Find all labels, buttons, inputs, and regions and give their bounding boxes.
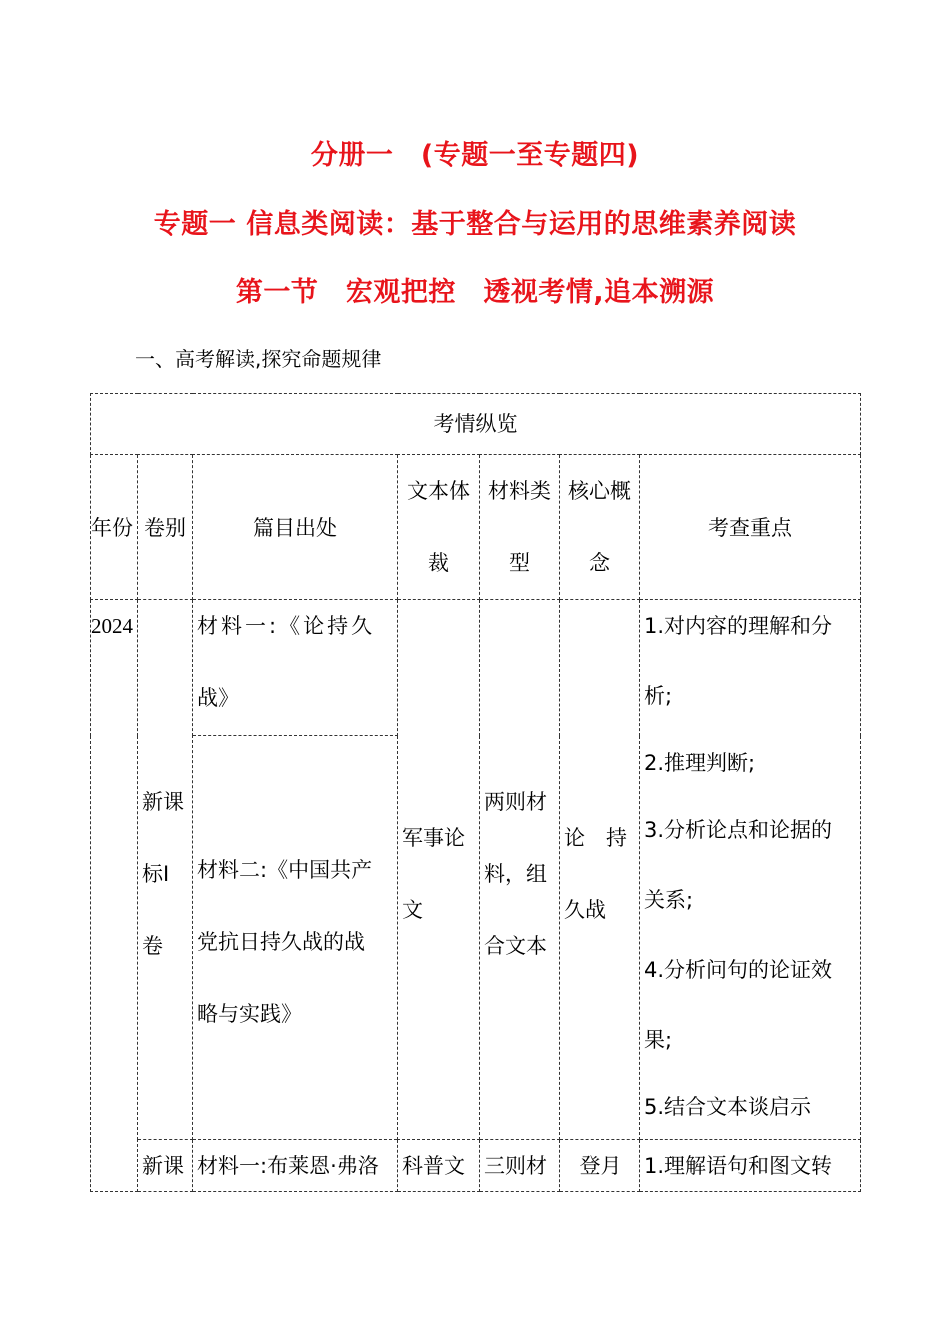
exam-overview-table xyxy=(90,393,861,1192)
row2-material: 三则材 xyxy=(480,1140,560,1192)
row1-concept: 论 持 久战 xyxy=(560,600,640,1140)
row2-focus: 1.理解语句和图文转 xyxy=(640,1140,861,1192)
row2-genre: 科普文 xyxy=(398,1140,480,1192)
row1-source-a: 材料一:《论持久 战》 xyxy=(193,600,398,736)
row2-concept: 登月 xyxy=(560,1140,640,1192)
volume-title: 分册一 (专题一至专题四) xyxy=(310,140,640,171)
header-year: 年份 xyxy=(91,455,138,600)
header-genre: 文本体 裁 xyxy=(398,455,480,600)
header-material: 材料类 型 xyxy=(480,455,560,600)
row2-source: 材料一:布莱恩·弗洛 xyxy=(193,1140,398,1192)
row2-paper: 新课 xyxy=(138,1140,193,1192)
header-concept: 核心概 念 xyxy=(560,455,640,600)
row1-genre: 军事论 文 xyxy=(398,600,480,1140)
table-caption: 考情纵览 xyxy=(91,394,861,455)
row1-paper: 新课 标Ⅰ 卷 xyxy=(138,600,193,1140)
topic-title: 专题一 信息类阅读：基于整合与运用的思维素养阅读 xyxy=(153,209,797,240)
row1-material: 两则材 料，组 合文本 xyxy=(480,600,560,1140)
row1-focus: 1.对内容的理解和分 析; 2.推理判断; 3.分析论点和论据的 关系; 4.分析问句的论证效 果; 5.结合文本谈启示 xyxy=(640,600,861,1140)
subheading: 一、高考解读,探究命题规律 xyxy=(135,347,382,371)
row1-year: 2024 xyxy=(91,600,138,1192)
header-focus: 考查重点 xyxy=(640,455,861,600)
row1-source-b: 材料二:《中国共产 党抗日持久战的战 略与实践》 xyxy=(193,736,398,1140)
header-source: 篇目出处 xyxy=(193,455,398,600)
header-paper: 卷别 xyxy=(138,455,193,600)
section-title: 第一节 宏观把控 透视考情,追本溯源 xyxy=(235,277,715,308)
